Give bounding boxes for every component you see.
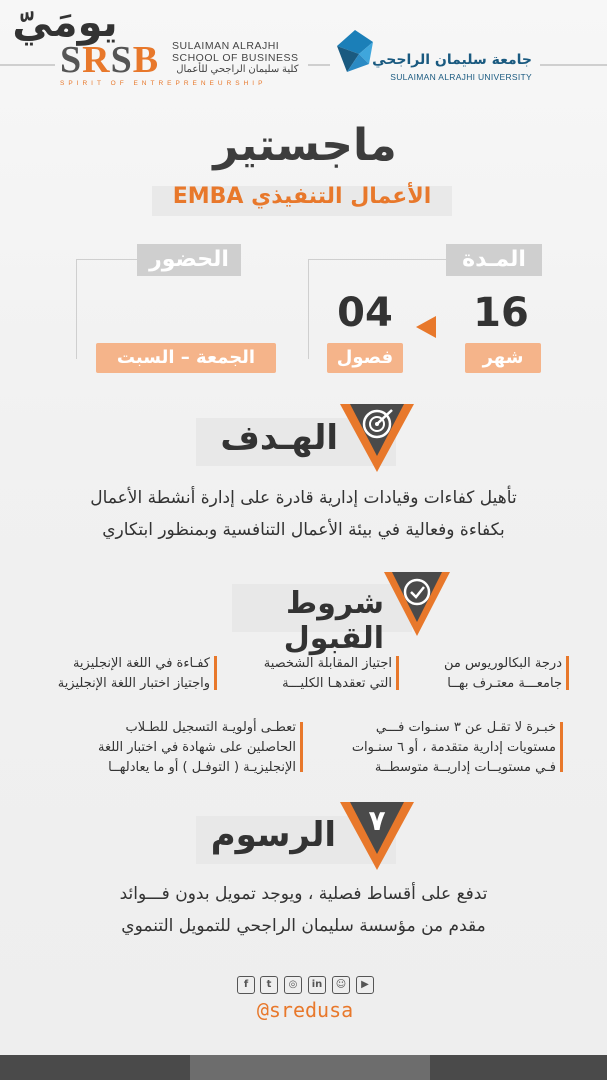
school-name-line-1: SULAIMAN ALRAJHI (172, 40, 280, 52)
linkedin-icon[interactable]: in (308, 976, 326, 994)
fees-description (60, 878, 547, 942)
condition-line: خبـرة لا تقـل عن ٣ سنـوات فـــي (375, 720, 556, 735)
condition-line: التي تعقدهـا الكليـــة (282, 676, 392, 691)
condition-marker-2 (396, 656, 399, 690)
condition-line: واجتياز اختبار اللغة الإنجليزية (57, 676, 210, 691)
university-name-en: SULAIMAN ALRAJHI UNIVERSITY (390, 72, 532, 82)
fees-title: الرسوم (210, 815, 336, 855)
goal-description (40, 482, 567, 546)
duration-months-unit: شهر (465, 343, 541, 373)
target-icon (340, 404, 414, 474)
attendance-days: الجمعة – السبت (96, 343, 276, 373)
header-divider-middle (308, 64, 330, 66)
condition-bachelor (414, 654, 562, 694)
condition-line: فـي مستويــات إداريــة متوسطــة (374, 760, 556, 775)
duration-label: المـدة (446, 244, 542, 276)
arrow-left-icon (414, 314, 440, 340)
goal-line-1: تأهيل كفاءات وقيادات إدارية قادرة على إدارة أنشطة الأعمال (90, 488, 517, 508)
duration-months: 16 (473, 290, 529, 336)
school-logo: SRSB (60, 39, 160, 81)
social-handle[interactable]: @sredusa (256, 998, 354, 1022)
currency-glyph: ٧ (368, 804, 386, 837)
attendance-label: الحضور (137, 244, 241, 276)
duration-terms-unit: فصول (327, 343, 403, 373)
snapchat-icon[interactable]: ☺ (332, 976, 350, 994)
school-name-ar: كلية سليمان الراجحي للأعمال (176, 64, 299, 75)
condition-marker-1 (566, 656, 569, 690)
facebook-icon[interactable]: f (237, 976, 255, 994)
fees-line-1: تدفع على أقساط فصلية ، ويوجد تمويل بدون فـــوائد (119, 884, 488, 904)
university-name-ar: جامعة سليمان الراجحي (372, 52, 532, 68)
program-title: ماجستير (213, 120, 397, 171)
condition-marker-5 (300, 722, 303, 772)
condition-line: اجتياز المقابلة الشخصية (263, 656, 392, 671)
condition-interview (228, 654, 392, 694)
condition-marker-3 (214, 656, 217, 690)
admission-title: شروط القبول (283, 586, 384, 656)
check-circle-icon (384, 572, 450, 638)
condition-line: الحاصلين على شهادة في اختبار اللغة (98, 740, 296, 755)
header-divider-right (540, 64, 607, 66)
condition-marker-4 (560, 722, 563, 772)
instagram-icon[interactable]: ◎ (284, 976, 302, 994)
school-name (172, 40, 298, 76)
fees-line-2: مقدم من مؤسسة سليمان الراجحي للتمويل التنموي (121, 916, 486, 936)
goal-title: الهـدف (220, 418, 338, 458)
condition-line: كفـاءة في اللغة الإنجليزية (72, 656, 210, 671)
condition-toefl (40, 718, 296, 778)
condition-line: تعطـى أولويـة التسجيل للطـلاب (125, 720, 296, 735)
condition-line: جامعـــة معتـرف بهــا (447, 676, 562, 691)
header-divider-left (0, 64, 55, 66)
youtube-icon[interactable]: ▶ (356, 976, 374, 994)
attendance-value: يومَيّ (12, 0, 118, 46)
program-subtitle: الأعمال التنفيذي EMBA (172, 184, 432, 209)
condition-line: مستويات إدارية متقدمة ، أو ٦ سنـوات (351, 740, 556, 755)
condition-english (20, 654, 210, 694)
condition-experience (316, 718, 556, 778)
duration-terms: 04 (337, 290, 393, 336)
goal-line-2: بكفاءة وفعالية في بيئة الأعمال التنافسية وبمنظور ابتكاري (102, 520, 505, 540)
twitter-icon[interactable]: t (260, 976, 278, 994)
condition-line: درجة البكالوريوس من (444, 656, 562, 671)
school-name-line-2: SCHOOL OF BUSINESS (172, 52, 299, 64)
footer-bar-accent (190, 1055, 430, 1080)
condition-line: الإنجليزيـة ( التوفـل ) أو ما يعادلهــا (108, 760, 296, 775)
crystal-logo-icon (333, 28, 377, 78)
school-tagline: SPIRIT OF ENTREPRENEURSHIP (60, 80, 267, 87)
